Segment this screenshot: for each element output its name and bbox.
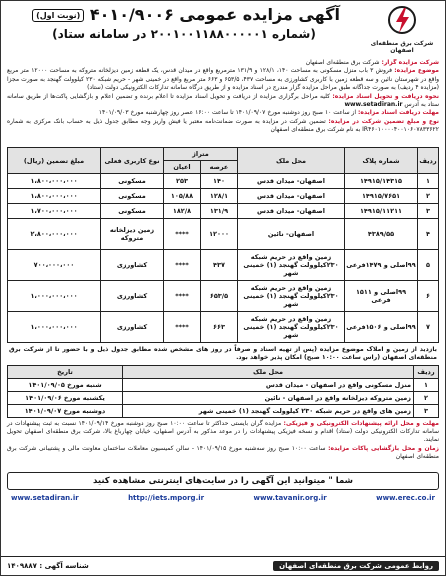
organizer-label: شرکت مزایده گزار: xyxy=(381,59,439,66)
cell-location: اصفهان- نائین xyxy=(238,219,345,250)
submission-text: مزایده گران بایستی حداکثر تا ساعت ۱۰:۰۰ صبح روز دوشنبه مورخ ۱۴۰۱/۰۹/۱۴ نسبت به ثبت پیشنهادات در سامانه تدارکات الکترونیکی دولت (ستاد) اقدام و نسخه فیزیکی پیشنهادات را در موعد مذکور به آدرس اصفهان، خیابان چهارباغ بالا، شرکت برق منطقه‌ای اصفهان تحویل نمایند. xyxy=(7,420,439,444)
cell-land: ۱۴۰ xyxy=(201,174,238,189)
cell-building: **** xyxy=(164,219,201,250)
public-relations-label: روابط عمومی شرکت برق منطقه‌ای اصفهان xyxy=(273,561,439,571)
cell-usage: کشاورزی xyxy=(101,312,164,343)
guarantee-text: تضمین شرکت در مزایده به صورت ضمانت‌نامه معتبر یا فیش واریز وجه مطابق جدول ذیل به حساب بانک مرکزی به شماره IR۴۶۰۱۰۰۰۰۴۰۰۱۰۶۰۷۸۳۳۶۲۲ به نام شرکت برق منطقه‌ای اصفهان xyxy=(7,117,439,134)
company-name: شرکت برق منطقه‌ای اصفهان xyxy=(370,40,434,54)
cell-no: ۶ xyxy=(418,281,439,312)
cell-date: یکشنبه مورخ ۱۴۰۱/۰۹/۰۶ xyxy=(8,392,123,405)
cell-no: ۴ xyxy=(418,219,439,250)
cell-building: **** xyxy=(164,312,201,343)
cell-guarantee: ۱،۷۰۰،۰۰۰،۰۰۰ xyxy=(8,204,101,219)
col-area: متراژ xyxy=(164,148,238,161)
cell-land: ۱۲۰۰۰ xyxy=(201,219,238,250)
cell-plate: ۱۴۹۱۵/۱۱۲۱۱ xyxy=(345,204,418,219)
ad-id: شناسه آگهی : ۱۴۰۹۸۸۷ xyxy=(7,562,89,570)
cell-land: ۱۳۱/۹ xyxy=(201,204,238,219)
power-logo-icon xyxy=(386,5,418,35)
cell-no: ۲ xyxy=(418,189,439,204)
col-location: محل ملک xyxy=(123,366,414,379)
cell-no: ۳ xyxy=(414,405,439,418)
submission-label: مهلت و محل ارائه پیشنهادات الکترونیکی و فیزیکی: xyxy=(283,420,439,427)
website-list xyxy=(1,492,445,504)
guarantee-label: نوع و مبلغ تضمین شرکت در مزایده: xyxy=(328,117,439,125)
cell-location: اصفهان- میدان قدس xyxy=(238,189,345,204)
subject-text: فروش ۳ باب منزل مسکونی به مساحت ۱۴۰، ۱۲۸/۱ و ۱۳۱/۹ مترمربع واقع در میدان قدس، یک قطعه زمین دیزلخانه متروکه به مساحت ۱۲۰۰۰ متر مربع واقع در شهرستان نائین و سه قطعه زمین با کاربری کشاورزی به مساحت ۴۳۷، ۶۵۳/۵ و ۶۶۳ متر مربع واقع در خمینی شهر - حریم شبکه ۲۳۰ کیلوولت گهنجد به صورت مجزا (مزایده ۴ ردیف) به صورت جداگانه طبق مراحل مزایده گزار مندرج در اسناد مزایده و از طریق درگاه سامانه تدارکات الکترونیکی دولت (ستاد) xyxy=(7,67,440,92)
cell-usage: مسکونی xyxy=(101,174,164,189)
documents-label: نحوه دریافت و تحویل اسناد مزایده: xyxy=(332,92,439,100)
cell-land: ۶۶۳ xyxy=(201,312,238,343)
cell-no: ۱ xyxy=(414,379,439,392)
col-plate: شماره پلاک xyxy=(345,148,418,174)
visit-note: بازدید از زمین و املاک موضوع مزایده (پس از تهیه اسناد و صرفاً در روز های مشخص شده مطابق جدول ذیل و با حضور تا از شرکت برق منطقه‌ای اصفهان (راس ساعت ۱۰:۰۰ صبح) امکان پذیر خواهد بود. xyxy=(9,346,437,361)
cell-guarantee: ۷۰۰،۰۰۰،۰۰۰ xyxy=(8,250,101,281)
setad-site-link[interactable]: www.setadiran.ir xyxy=(344,101,403,109)
cell-building: **** xyxy=(164,250,201,281)
cell-guarantee: ۱،۰۰۰،۰۰۰،۰۰۰ xyxy=(8,312,101,343)
notice-header xyxy=(1,1,445,59)
cell-location: زمین واقع در حریم شبکه ۲۳۰کیلوولت گهنجد (۱) خمینی شهر xyxy=(238,312,345,343)
cell-no: ۳ xyxy=(418,204,439,219)
opening-label: زمان و محل بازگشایی پاکات مزایده: xyxy=(328,444,439,452)
cell-no: ۲ xyxy=(414,392,439,405)
cell-plate: ۱۴۹۱۵/۷۶۵۱ xyxy=(345,189,418,204)
opening-text: ساعت ۱۰:۰۰ صبح روز سه‌شنبه مورخ ۱۴۰۱/۰۹/۱۵ - سالن کمیسیون معاملات ساختمان معاونت مالی و پشتیبانی شرکت برق منطقه‌ای اصفهان xyxy=(7,444,439,460)
table-row xyxy=(8,392,439,405)
dates-table-wrap xyxy=(1,365,445,418)
cell-usage: کشاورزی xyxy=(101,250,164,281)
col-usage: نوع کاربری فعلی xyxy=(101,148,164,174)
subject-label: موضوع مزایده: xyxy=(394,67,439,75)
deadline-text: از ساعت ۱۰ صبح روز دوشنبه مورخ ۱۴۰۱/۰۹/۰۷ تا ساعت ۱۶:۰۰ عصر روز چهارشنبه مورخ ۱۴۰۱/۰۹/۰۳ xyxy=(98,109,357,117)
cell-location: زمین واقع در حریم شبکه ۲۳۰کیلوولت گهنجد (۱) خمینی شهر xyxy=(238,281,345,312)
cell-location: اصفهان- میدان قدس xyxy=(238,204,345,219)
cell-guarantee: ۲،۸۰۰،۰۰۰،۰۰۰ xyxy=(8,219,101,250)
visit-dates-table xyxy=(7,365,439,418)
website-link[interactable]: www.erec.co.ir xyxy=(376,494,435,502)
cell-guarantee: ۱،۸۰۰،۰۰۰،۰۰۰ xyxy=(8,174,101,189)
col-row: ردیف xyxy=(414,366,439,379)
table-row xyxy=(8,250,439,281)
cell-date: دوشنبه مورخ ۱۴۰۱/۰۹/۰۷ xyxy=(8,405,123,418)
properties-table xyxy=(7,147,439,343)
cell-location: زمین متروکه دیزلخانه واقع در اصفهان - نائین xyxy=(123,392,414,405)
table-row xyxy=(8,281,439,312)
cell-plate: ۴۳۸۹/۵۵ xyxy=(345,219,418,250)
cell-plate: ۱۴۹۱۵/۱۴۳۱۵ xyxy=(345,174,418,189)
cell-no: ۵ xyxy=(418,250,439,281)
website-link[interactable]: www.tavanir.org.ir xyxy=(253,494,327,502)
main-table-wrap xyxy=(1,147,445,343)
documents-text: کلیه مراحل برگزاری مزایده از دریافت و تحویل اسناد مزایده تا اعلام برنده و تضمین اعلام و بازگشایی پاکت‌ها از طریق سامانه ستاد به آدرس xyxy=(7,92,439,109)
cell-location: اصفهان- میدان قدس xyxy=(238,174,345,189)
cell-plate: ۹۹اصلی و ۱۴۷۹فرعی xyxy=(345,250,418,281)
notice-subtitle: (شماره ۲۰۰۱۰۰۱۱۸۸۰۰۰۰۰۱ در سامانه ستاد) xyxy=(52,27,316,41)
cell-plate: ۹۹اصلی و ۱۵۱۱ فرعی xyxy=(345,281,418,312)
cell-location: زمین های واقع در حریم شبکه ۲۳۰ کیلوولت گهنجد (۱) خمینی شهر xyxy=(123,405,414,418)
website-link[interactable]: www.setadiran.ir xyxy=(11,494,79,502)
title-box xyxy=(9,5,359,43)
table-row xyxy=(8,189,439,204)
cell-usage: مسکونی xyxy=(101,189,164,204)
table-row xyxy=(8,312,439,343)
cell-guarantee: ۱،۰۰۰،۰۰۰،۰۰۰ xyxy=(8,281,101,312)
notice-title-line xyxy=(9,5,359,25)
cell-building: ۲۵۳ xyxy=(164,174,201,189)
online-banner: شما " میتوانید این آگهی را در سایت‌های اینترنتی مشاهده کنید xyxy=(7,472,439,490)
company-logo xyxy=(365,5,439,55)
col-date: تاریخ xyxy=(8,366,123,379)
cell-building: ۱۸۲/۸ xyxy=(164,204,201,219)
cell-date: شنبه مورخ ۱۴۰۱/۰۹/۰۵ xyxy=(8,379,123,392)
cell-land: ۶۵۳/۵ xyxy=(201,281,238,312)
cell-usage: مسکونی xyxy=(101,204,164,219)
notice-title: آگهی مزایده عمومی ۴۰۱۰/۹۰۰۶ xyxy=(89,5,340,24)
notice-footer xyxy=(1,556,445,575)
cell-land: ۴۳۷ xyxy=(201,250,238,281)
cell-plate: ۹۹اصلی و ۱۵۰۶فرعی xyxy=(345,312,418,343)
cell-building: ۱۰۵/۸۸ xyxy=(164,189,201,204)
col-building: اعیان xyxy=(164,161,201,174)
col-row: ردیف xyxy=(418,148,439,174)
cell-building: **** xyxy=(164,281,201,312)
table-row xyxy=(8,219,439,250)
cell-usage: زمین دیزلخانه متروکه xyxy=(101,219,164,250)
table-row xyxy=(8,405,439,418)
edition-badge: (نوبت اول) xyxy=(32,9,84,22)
table-row xyxy=(8,379,439,392)
col-land: عرصه xyxy=(201,161,238,174)
intro-text xyxy=(1,59,445,147)
cell-no: ۷ xyxy=(418,312,439,343)
cell-location: منزل مسکونی واقع در اصفهان - میدان قدس xyxy=(123,379,414,392)
col-location: محل ملک xyxy=(238,148,345,174)
table-row xyxy=(8,204,439,219)
organizer-text: شرکت برق منطقه‌ای اصفهان xyxy=(305,59,380,66)
table-row xyxy=(8,174,439,189)
deadline-label: مهلت دریافت اسناد مزایده: xyxy=(358,109,439,117)
cell-land: ۱۲۸/۱ xyxy=(201,189,238,204)
website-link[interactable]: http://iets.mporg.ir xyxy=(128,494,205,502)
cell-no: ۱ xyxy=(418,174,439,189)
col-guarantee: مبلغ تضمین (ریال) xyxy=(8,148,101,174)
submission-info xyxy=(1,418,445,470)
cell-usage: کشاورزی xyxy=(101,281,164,312)
cell-location: زمین واقع در حریم شبکه ۲۳۰کیلوولت گهنجد (۱) خمینی شهر xyxy=(238,250,345,281)
cell-guarantee: ۱،۸۰۰،۰۰۰،۰۰۰ xyxy=(8,189,101,204)
